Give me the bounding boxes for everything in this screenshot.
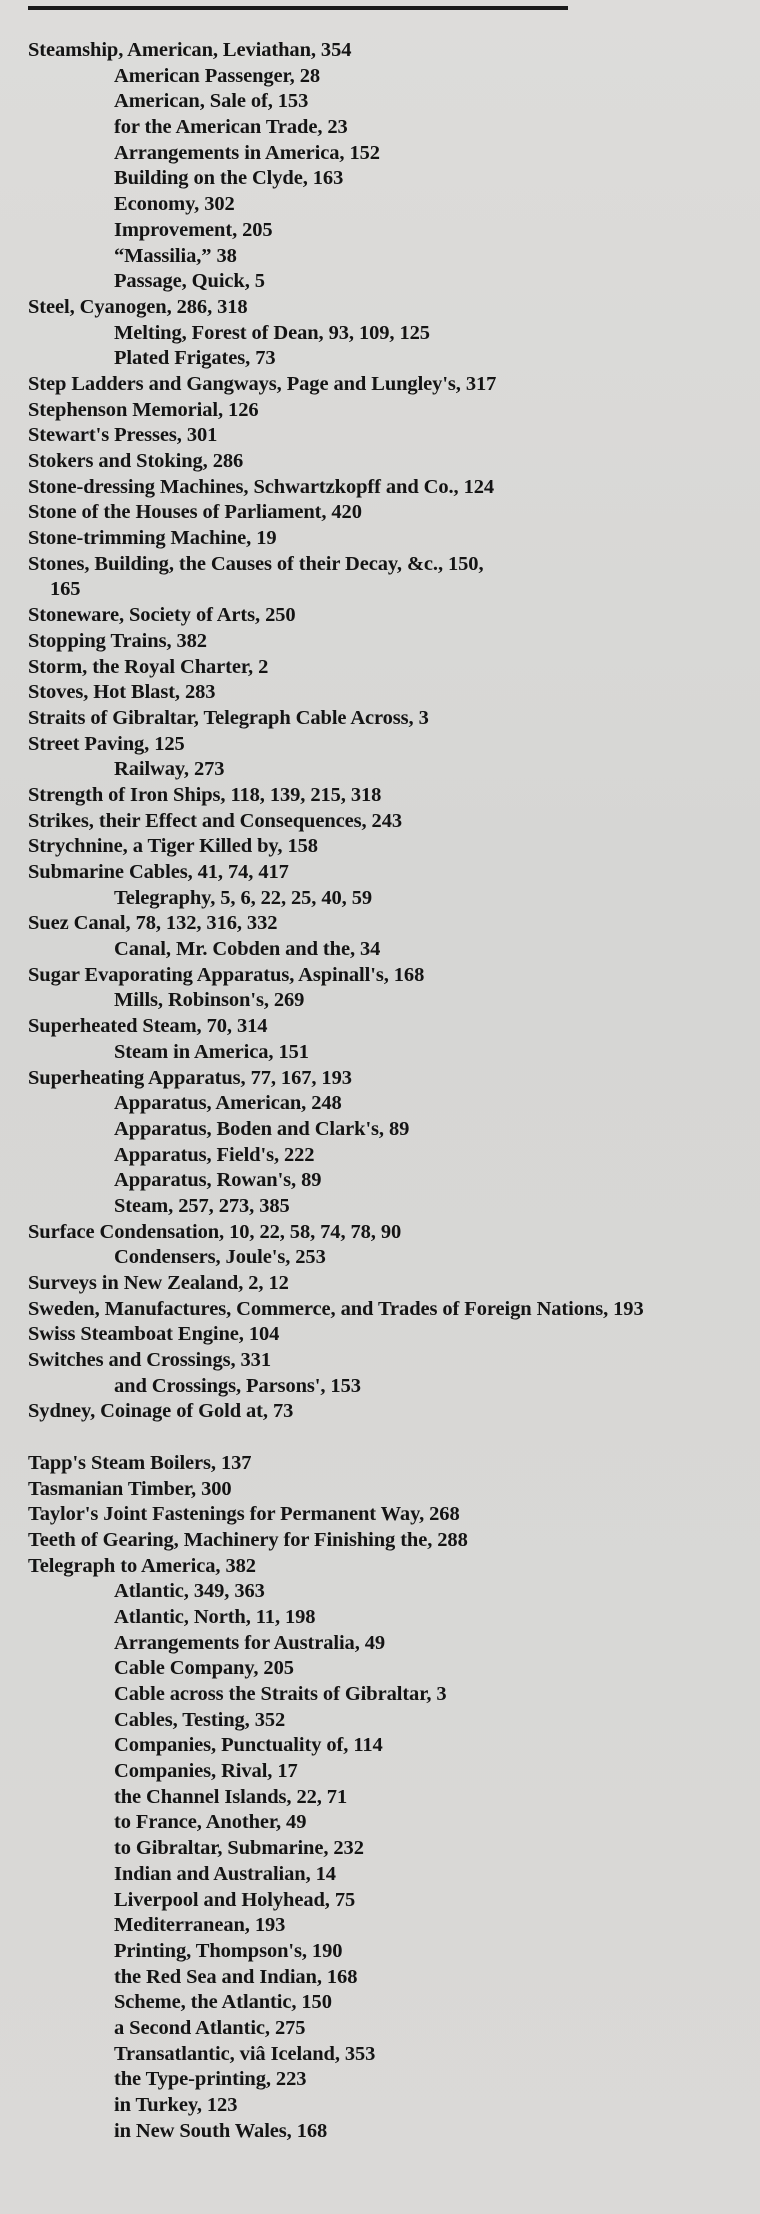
index-entry: Submarine Cables, 41, 74, 417 [28, 861, 289, 883]
index-subentry: Indian and Australian, 14 [114, 1862, 336, 1885]
index-subentry: Liverpool and Holyhead, 75 [114, 1888, 356, 1911]
index-entry: Strychnine, a Tiger Killed by, 158 [28, 835, 318, 858]
index-entry-continuation: 165 [50, 578, 81, 601]
index-entry: Stone of the Houses of Parliament, 420 [28, 501, 362, 524]
index-entry: Tasmanian Timber, 300 [28, 1477, 232, 1500]
index-subentry: Apparatus, Rowan's, 89 [114, 1169, 322, 1192]
index-subentry: and Crossings, Parsons', 153 [114, 1374, 361, 1397]
index-entry: Strength of Iron Ships, 118, 139, 215, 318 [28, 783, 382, 806]
header-rule [28, 6, 568, 10]
section-gap [28, 1425, 733, 1451]
index-subentry: Arrangements in America, 152 [114, 141, 380, 164]
index-subentry: Cables, Testing, 352 [114, 1708, 286, 1731]
index-subentry: American, Sale of, 153 [114, 90, 309, 113]
index-entry: Step Ladders and Gangways, Page and Lungley's, 317 [28, 372, 497, 395]
index-subentry: the Red Sea and Indian, 168 [114, 1965, 358, 1988]
index-entry: Superheating Apparatus, 77, 167, 193 [28, 1066, 352, 1089]
index-subentry: Apparatus, American, 248 [114, 1092, 342, 1115]
index-subentry: Cable Company, 205 [114, 1657, 294, 1680]
index-entry: Telegraph to America, 382 [28, 1554, 256, 1577]
index-entry: Steel, Cyanogen, 286, 318 [28, 295, 248, 318]
index-entry: Sugar Evaporating Apparatus, Aspinall's, 168 [28, 963, 425, 986]
index-entry: Street Paving, 125 [28, 732, 185, 755]
index-entry: Storm, the Royal Charter, 2 [28, 655, 269, 678]
index-entry: Suez Canal, 78, 132, 316, 332 [28, 912, 278, 935]
index-subentry: Printing, Thompson's, 190 [114, 1939, 343, 1962]
index-entry: Surface Condensation, 10, 22, 58, 74, 78, 90 [28, 1220, 402, 1243]
index-subentry: Steam in America, 151 [114, 1040, 309, 1063]
index-entry: Stopping Trains, 382 [28, 629, 207, 652]
index-entry: Sweden, Manufactures, Commerce, and Trades of Foreign Nations, 193 [28, 1297, 644, 1320]
index-entry: Stoneware, Society of Arts, 250 [28, 604, 296, 627]
index-subentry: Mediterranean, 193 [114, 1914, 286, 1937]
index-subentry: Companies, Punctuality of, 114 [114, 1734, 383, 1757]
index-subentry: Melting, Forest of Dean, 93, 109, 125 [114, 321, 430, 344]
index-entry: Stokers and Stoking, 286 [28, 450, 244, 472]
index-subentry: Building on the Clyde, 163 [114, 167, 344, 190]
index-entry: Swiss Steamboat Engine, 104 [28, 1323, 280, 1346]
index-subentry: Passage, Quick, 5 [114, 270, 265, 293]
index-subentry: American Passenger, 28 [114, 64, 320, 87]
index-entry: Stone-trimming Machine, 19 [28, 527, 277, 550]
index-subentry: Steam, 257, 273, 385 [114, 1194, 290, 1217]
index-subentry: Atlantic, 349, 363 [114, 1580, 265, 1603]
index-entry: Stephenson Memorial, 126 [28, 398, 259, 421]
index-subentry: the Channel Islands, 22, 71 [114, 1785, 348, 1808]
index-subentry: Apparatus, Boden and Clark's, 89 [114, 1117, 410, 1140]
index-subentry: Telegraphy, 5, 6, 22, 25, 40, 59 [114, 886, 373, 909]
index-subentry: Condensers, Joule's, 253 [114, 1246, 326, 1269]
index-subentry: “Massilia,” 38 [114, 244, 237, 267]
index-subentry: a Second Atlantic, 275 [114, 2016, 306, 2039]
index-entry: Strikes, their Effect and Consequences, 243 [28, 809, 402, 832]
index-subentry: Improvement, 205 [114, 218, 273, 241]
index-entry: Straits of Gibraltar, Telegraph Cable Across, 3 [28, 706, 429, 729]
index-subentry: Plated Frigates, 73 [114, 347, 276, 370]
index-subentry: Scheme, the Atlantic, 150 [114, 1991, 332, 2014]
index-entry: Stones, Building, the Causes of their Decay, &c., 150, [28, 552, 484, 575]
index-list [28, 38, 733, 2144]
index-subentry: Atlantic, North, 11, 198 [114, 1605, 316, 1628]
index-subentry: Railway, 273 [114, 758, 225, 781]
index-entry: Stoves, Hot Blast, 283 [28, 681, 216, 704]
index-entry: Taylor's Joint Fastenings for Permanent Way, 268 [28, 1503, 460, 1526]
index-subentry: Apparatus, Field's, 222 [114, 1143, 315, 1166]
index-subentry: Cable across the Straits of Gibraltar, 3 [114, 1683, 447, 1706]
index-entry: Steamship, American, Leviathan, 354 [28, 39, 352, 61]
index-entry: Stone-dressing Machines, Schwartzkopff and Co., 124 [28, 475, 495, 498]
index-entry: Tapp's Steam Boilers, 137 [28, 1451, 252, 1474]
index-subentry: in New South Wales, 168 [114, 2119, 328, 2142]
index-subentry: to France, Another, 49 [114, 1811, 307, 1834]
index-subentry: in Turkey, 123 [114, 2094, 238, 2117]
index-subentry: Mills, Robinson's, 269 [114, 989, 305, 1012]
index-entry: Sydney, Coinage of Gold at, 73 [28, 1400, 294, 1423]
index-entry: Switches and Crossings, 331 [28, 1349, 271, 1372]
index-subentry: the Type-printing, 223 [114, 2068, 307, 2091]
index-subentry: Arrangements for Australia, 49 [114, 1631, 386, 1654]
index-subentry: to Gibraltar, Submarine, 232 [114, 1837, 364, 1860]
index-subentry: Transatlantic, viâ Iceland, 353 [114, 2042, 376, 2065]
index-entry: Stewart's Presses, 301 [28, 424, 218, 447]
index-entry: Teeth of Gearing, Machinery for Finishing the, 288 [28, 1528, 468, 1551]
index-subentry: Canal, Mr. Cobden and the, 34 [114, 938, 381, 961]
index-subentry: Companies, Rival, 17 [114, 1760, 298, 1783]
index-subentry: for the American Trade, 23 [114, 116, 348, 139]
index-entry: Superheated Steam, 70, 314 [28, 1015, 268, 1038]
index-entry: Surveys in New Zealand, 2, 12 [28, 1272, 289, 1294]
index-subentry: Economy, 302 [114, 193, 235, 216]
